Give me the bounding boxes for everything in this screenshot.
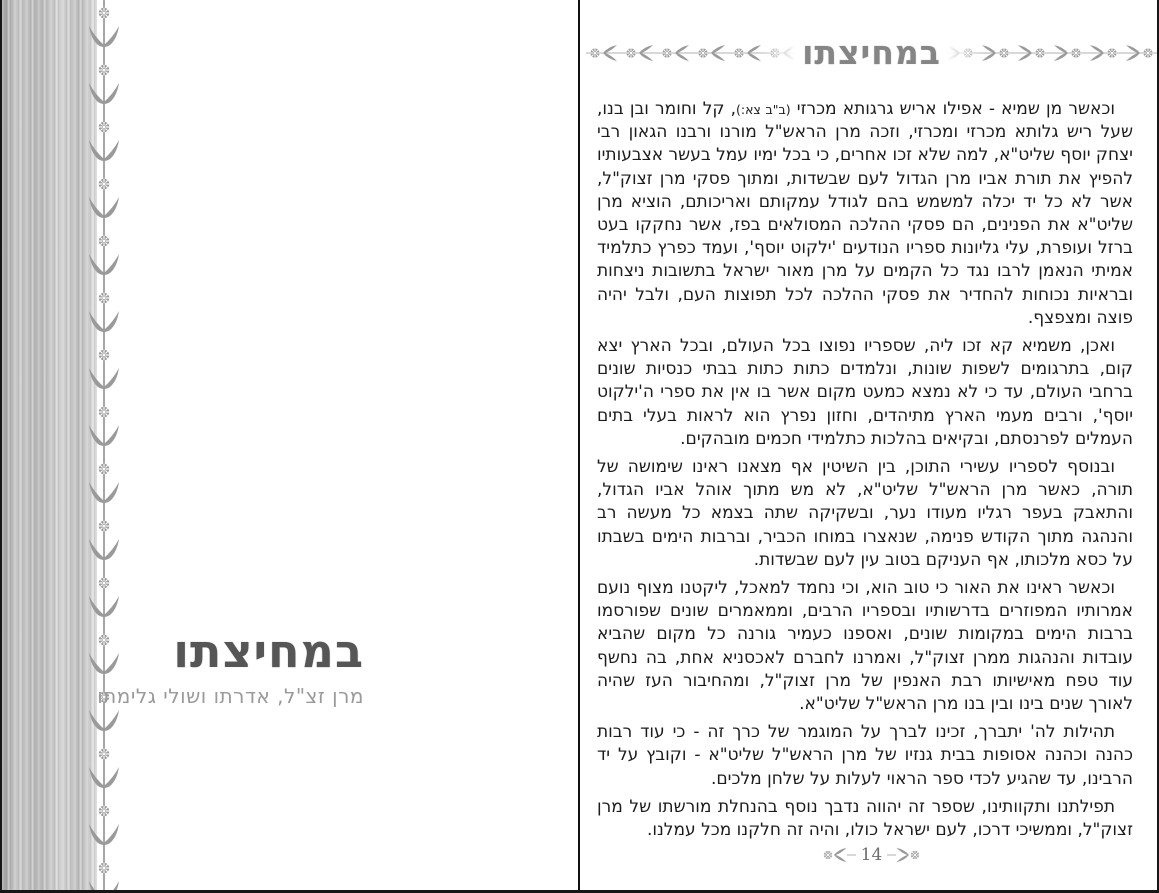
body-text — [597, 98, 1133, 847]
paragraph-text: וכאשר מן שמיא - אפילו אריש גרגותא מכרזי — [790, 99, 1115, 119]
chapter-header — [582, 33, 1159, 72]
paragraph: וכאשר ראינו את האור כי טוב הוא, וכי נחמד למאכל, ליקטנו מצוף נועם אמרותיו המפוזרים בדרשותיו ובספריו הרבים, וממאמרים שונים שפורסמו ברבות הימים במקומות שונים, ואספנו כעמיר גורנה כל מקום שהביא עובדות והנהגות ממרן זצוק"ל, ואמרנו לחברם לאכסניא אחת, בה נחשף עוד טפח מאישיותו רבת האנפין של מרן זצוק"ל, ומהחיבור העז שהיה לאורך שנים בינו ובין בנו מרן הראש"ל שליט"א. — [597, 578, 1133, 715]
left-page — [2, 0, 580, 893]
right-page — [582, 0, 1159, 893]
paragraph: תפילתנו ותקוותינו, שספר זה יהווה נדבך נוסף בהנחלת מורשתו של מרן זצוק"ל, וממשיכי דרכו, לעם ישראל כולו, והיה זה חלקנו מכל עמלנו. — [597, 796, 1133, 841]
paragraph: תהילות לה' יתברך, זכינו לברך על המוגמר של כרך זה - כי עוד רבות כהנה וכהנה אסופות בבית גנזיו של מרן הראש"ל שליט"א - וקובץ על יד הרבינו, עד שהגיע לכדי ספר הראוי לעלות על שלחן מלכים. — [597, 722, 1133, 789]
left-page-title: במחיצתו — [173, 624, 364, 678]
left-title-block — [64, 626, 364, 708]
chapter-title: במחיצתו — [802, 33, 941, 72]
floral-vine-ornament-icon — [84, 0, 124, 893]
page-number-ornament-right-icon — [887, 847, 923, 863]
header-flourish-left-icon — [586, 44, 796, 62]
page-number-row — [582, 845, 1159, 865]
page-number-ornament-left-icon — [820, 847, 856, 863]
paragraph — [597, 98, 1133, 330]
page-number: 14 — [860, 845, 883, 865]
talmud-citation: (ב"ב צא:) — [735, 102, 791, 117]
metallic-spine — [2, 0, 97, 893]
paragraph: ואכן, משמיא קא זכו ליה, שספריו נפוצו בכל העולם, ובכל הארץ יצא קום, בתרגומים לשפות שונות, ונלמדים כתות כתות בבתי כנסיות שונים ברחבי העולם, עד כי לא נמצא כמעט מקום אשר בו אין את ספרי ה'ילקוט יוסף', ורבים מעמי הארץ מתיהדים, וחזון נפרץ הוא לראות בעלי בתים העמלים לפרנסתם, ובקיאים בהלכות כתלמידי חכמים מובהקים. — [597, 336, 1133, 449]
paragraph: ובנוסף לספריו עשירי התוכן, בין השיטין אף מצאנו ראינו שימושה של תורה, כאשר מרן הראש"ל שליט"א, לא מש מתוך אוהל אביו הגדול, והתאבק בעפר רגליו מעודו נער, ובשקיקה שתה בצמא כל מעשה רב והנהגה מתוך הקודש פנימה, שנאצרו במוחו הכביר, וברבות הימים בשבתו על כסא מלכותו, אף העניקם בטוב עין לעם שבשדות. — [597, 457, 1133, 570]
header-flourish-right-icon — [947, 44, 1157, 62]
paragraph-text: , קל וחומר ובן בנו, שעל ריש גלותא מכרזי ומכרזי, וזכה מרן הראש"ל מורנו ורבנו הגאון רבי יצחק יוסף שליט"א, למה שלא זכו אחרים, כי בכל ימיו עמל בעשר אצבעותיו להפיץ את תורת אביו מרן הגדול לעם שבשדות, ומתוך פסקי מרן זצוק"ל, אשר לא כל יד יכלה למשמש בהם לגודל עמקותם ואריכותם, הוציא מרן שליט"א את הפנינים, הם פסקי ההלכה המסולאים בפז, אשר נחקקו בעט ברזל ועופרת, עלי גליונות ספריו הנודעים 'ילקוט יוסף', ועמד כפרץ כתלמיד אמיתי הנאמן לרבו נגד כל הקמים על מרן מאור ישראל בתשובות ניצחות ובראיות נכוחות להחדיר את פסקי ההלכה לכל תפוצות העם, ולבל יהיה פוצה ומצפצף. — [597, 99, 1133, 328]
left-page-subtitle: מרן זצ"ל, אדרתו ושולי גלימתו — [97, 683, 364, 708]
